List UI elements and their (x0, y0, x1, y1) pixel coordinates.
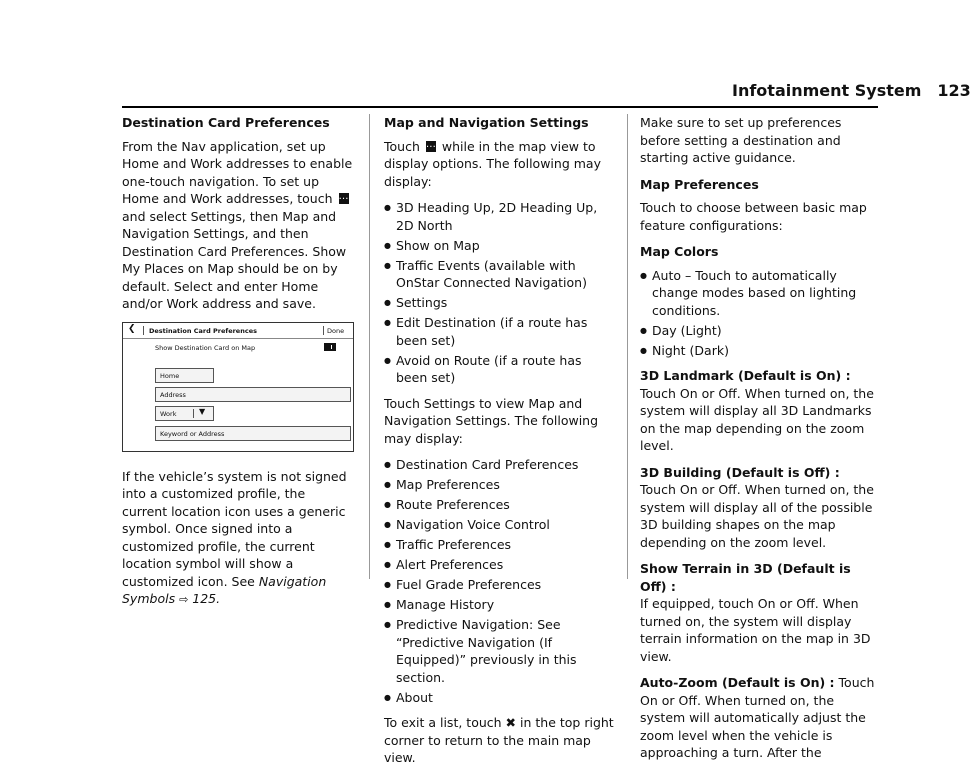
list-item: ● Destination Card Preferences (384, 456, 616, 474)
list-item: ● Map Preferences (384, 476, 616, 494)
menu-icon (339, 193, 349, 204)
exit-list-paragraph (384, 714, 616, 767)
building-text: Touch On or Off. When turned on, the system will display all of the possible 3D building shapes on the map depending on the zoom level. (640, 482, 874, 550)
show-card-toggle[interactable] (324, 343, 336, 351)
column-divider-2 (627, 114, 628, 579)
location-text: If the vehicle’s system is not signed into a customized profile, the current location icon uses a generic symbol. Once signed into a customized profile, the current location symbol will show a customized icon. See (122, 468, 347, 589)
navigation-symbols-link[interactable]: Navigation Symbols (122, 573, 327, 606)
list-item: ● Avoid on Route (if a route has been set) (384, 352, 616, 387)
page-header (732, 81, 971, 100)
show-card-label: Show Destination Card on Map (155, 343, 256, 352)
list-item: ● Fuel Grade Preferences (384, 576, 616, 594)
home-field[interactable] (155, 368, 214, 383)
list-item: ● Day (Light) (640, 322, 878, 340)
back-arrow-icon[interactable]: ❮ (128, 323, 136, 334)
column-divider-1 (369, 114, 370, 579)
address-field[interactable] (155, 387, 351, 402)
work-dropdown-label: Work (160, 409, 177, 418)
list-item: ● Traffic Preferences (384, 536, 616, 554)
dropdown-arrow-icon: ▼ (199, 406, 206, 416)
page-ref-arrow-icon: ⇨ (179, 593, 189, 606)
intro-text-b: while in the map view to display options. The following may display: (384, 138, 601, 189)
list-item: ● Manage History (384, 596, 616, 614)
terrain-label: Show Terrain in 3D (Default is Off) : (640, 561, 851, 594)
building-label: 3D Building (Default is Off) : (640, 464, 840, 480)
screen-title: Destination Card Preferences (149, 326, 257, 335)
exit-text-a: To exit a list, touch (384, 715, 502, 730)
title-separator (143, 326, 144, 335)
map-colors-heading: Map Colors (640, 244, 719, 259)
list-item: ● About (384, 689, 616, 707)
destination-card-heading: Destination Card Preferences (122, 115, 330, 130)
list-item: ● Settings (384, 294, 616, 312)
list-item: ● Traffic Events (available with OnStar Connected Navigation) (384, 257, 616, 292)
list-item: ● Navigation Voice Control (384, 516, 616, 534)
header-rule (122, 106, 878, 108)
column-3 (640, 114, 878, 771)
landmark-paragraph (640, 367, 878, 455)
setup-paragraph (122, 138, 354, 313)
home-field-label: Home (160, 371, 180, 380)
auto-zoom-paragraph (640, 674, 878, 762)
destination-card-screen-figure (122, 322, 354, 452)
keyword-field-label: Keyword or Address (160, 429, 225, 438)
menu-icon (426, 141, 436, 152)
terrain-paragraph (640, 560, 878, 665)
address-field-label: Address (160, 390, 186, 399)
keyword-address-field[interactable] (155, 426, 351, 441)
page-number: 123 (937, 81, 971, 100)
exit-text-b: in the top right corner to return to the main map view. (384, 715, 614, 765)
list-item: ● Show on Map (384, 237, 616, 255)
landmark-label: 3D Landmark (Default is On) : (640, 368, 851, 383)
done-separator (323, 326, 324, 335)
map-nav-intro (384, 138, 616, 191)
map-nav-settings-heading: Map and Navigation Settings (384, 115, 589, 130)
done-button[interactable]: Done (327, 326, 345, 335)
preferences-intro: Make sure to set up preferences before setting a destination and starting active guidance. (640, 115, 842, 165)
auto-zoom-label: Auto-Zoom (Default is On) : (640, 675, 835, 690)
landmark-text: Touch On or Off. When turned on, the system will display all 3D Landmarks on the map depending on the zoom level. (640, 385, 874, 453)
location-icon-paragraph (122, 468, 354, 609)
auto-zoom-text: Touch On or Off. When turned on, the system will automatically adjust the zoom level when the vehicle is approaching a turn. After the (640, 675, 875, 760)
page-ref-number: 125. (192, 591, 221, 606)
map-preferences-intro: Touch to choose between basic map feature configurations: (640, 200, 867, 233)
column-2 (384, 114, 616, 776)
settings-paragraph: Touch Settings to view Map and Navigation Settings. The following may display: (384, 395, 599, 446)
list-item: ● Night (Dark) (640, 342, 878, 360)
section-title: Infotainment System (732, 81, 922, 100)
map-preferences-heading: Map Preferences (640, 176, 759, 192)
dropdown-separator (193, 409, 194, 418)
setup-text-a: From the Nav application, set up Home and Work addresses to enable one-touch navigation. To set up Home and Work addresses, touch (122, 138, 353, 206)
screen-title-bar (123, 323, 353, 339)
list-item: ● Route Preferences (384, 496, 616, 514)
map-view-options-list (384, 199, 616, 387)
settings-options-list (384, 456, 616, 706)
intro-text-a: Touch (384, 138, 420, 154)
terrain-text: If equipped, touch On or Off. When turned on, the system will display terrain information on the map in 3D view. (640, 596, 871, 664)
list-item: ● Auto – Touch to automatically change modes based on lighting conditions. (640, 267, 878, 320)
map-colors-list (640, 267, 878, 360)
work-dropdown[interactable] (155, 406, 214, 421)
setup-text-b: and select Settings, then Map and Navigation Settings, and then Destination Card Preferences. Show My Places on Map should be on by default. Select and enter Home and/or Work address and save. (122, 208, 347, 311)
column-1 (122, 114, 354, 618)
list-item: ● Predictive Navigation: See “Predictive Navigation (If Equipped)” previously in this section. (384, 616, 616, 686)
building-paragraph (640, 464, 878, 552)
list-item: ● 3D Heading Up, 2D Heading Up, 2D North (384, 199, 616, 234)
list-item: ● Alert Preferences (384, 556, 616, 574)
list-item: ● Edit Destination (if a route has been set) (384, 314, 616, 349)
close-icon: ✖ (505, 715, 517, 730)
